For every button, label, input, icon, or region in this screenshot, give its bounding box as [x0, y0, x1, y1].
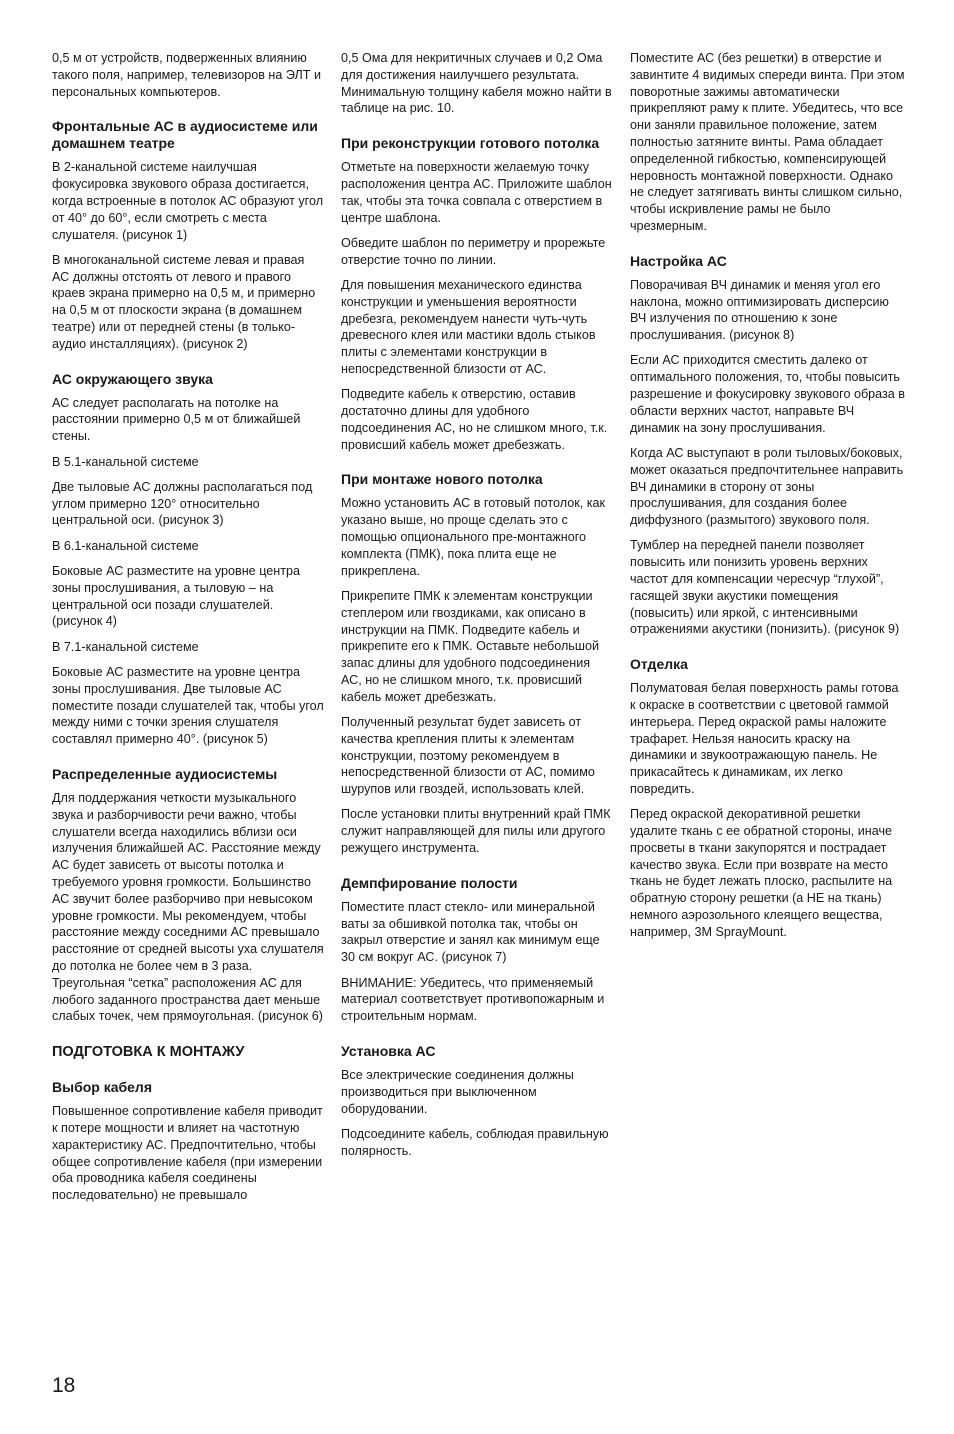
paragraph: Когда АС выступают в роли тыловых/боковых, может оказаться предпочтительнее направить ВЧ динамики в сторону от зоны прослушивания, для создания более диффузного (размытого) звукового поля.	[630, 445, 904, 528]
chapter-heading-preparation: ПОДГОТОВКА К МОНТАЖУ	[52, 1044, 245, 1061]
paragraph: Боковые АС разместите на уровне центра зоны прослушивания. Две тыловые АС поместите позади слушателей так, чтобы угол между ними с точки зрения слушателя составлял примерно 40°. (рисунок 5)	[52, 665, 324, 747]
paragraph: Можно установить АС в готовый потолок, как указано выше, но проще сделать это с помощью опционального пре-монтажного комплекта (ПМК), пока плита еще не прикреплена.	[341, 496, 606, 578]
paragraph: АС следует располагать на потолке на расстоянии примерно 0,5 м от ближайшей стены.	[52, 395, 301, 444]
section-heading-install: Установка АС	[341, 1042, 436, 1059]
paragraph: 0,5 м от устройств, подверженных влиянию такого поля, например, телевизоров на ЭЛТ и персональных компьютеров.	[52, 51, 322, 99]
paragraph: Перед окраской декоративной решетки удалите ткань с ее обратной стороны, иначе просветы в ткани закупорятся и пострадает качество звука. Если при возврате на место ткань не будет лежать плоско, распылите на обратную сторону решетки (а НЕ на ткань) немного аэрозольного клеящего вещества, например, 3M SprayMount.	[630, 807, 893, 939]
paragraph: ВНИМАНИЕ: Убедитесь, что применяемый материал соответствует противопожарным и строительным нормам.	[341, 975, 605, 1024]
section-heading-distributed: Распределенные аудиосистемы	[52, 766, 278, 782]
paragraph: Обведите шаблон по периметру и прорежьте отверстие точно по линии.	[341, 235, 606, 267]
section-heading-reconstruction: При реконструкции готового потолка	[341, 135, 600, 152]
section-heading-new-ceiling: При монтаже нового потолка	[341, 471, 543, 488]
paragraph: Боковые АС разместите на уровне центра зоны прослушивания, а тыловую – на центральной оси позади слушателей. (рисунок 4)	[52, 564, 300, 629]
section-heading-tuning: Настройка АС	[630, 252, 727, 269]
paragraph: Поворачивая ВЧ динамик и меняя угол его наклона, можно оптимизировать дисперсию ВЧ излучения по отношению к зоне прослушивания. (рисунок 8)	[630, 277, 889, 343]
page-number: 18	[52, 1374, 76, 1397]
column-right	[630, 50, 905, 949]
paragraph: Две тыловые АС должны располагаться под углом примерно 120° относительно центральной оси. (рисунок 3)	[52, 479, 313, 528]
paragraph: После установки плиты внутренний край ПМК служит направляющей для пилы или другого режущего инструмента.	[341, 807, 611, 856]
paragraph: Полученный результат будет зависеть от качества крепления плиты к элементам конструкции, поэтому рекомендуем в непосредственной близости от АС, помимо шурупов или гвоздей, использовать клей.	[341, 715, 595, 797]
paragraph: Отметьте на поверхности желаемую точку расположения центра АС. Приложите шаблон так, чтобы эта точка совпала с отверстием в центре шаблона.	[341, 160, 612, 225]
paragraph: В 7.1-канальной системе	[52, 639, 199, 654]
section-heading-cable: Выбор кабеля	[52, 1079, 152, 1096]
paragraph: Для поддержания четкости музыкального звука и разборчивости речи важно, чтобы слушатели всегда находились вблизи оси излучения ближайшей АС. Расстояние между АС будет зависеть от высоты потолка и требуемого уровня громкости. Большинство АС звучит более разборчиво при невысоком уровне громкости. Мы рекомендуем, чтобы расстояние между соседними АС превышало расстояние от средней высоты уха слушателя до потолка не более чем в 3 раза. Треугольная “сетка” расположения АС для любого заданного пространства дает меньше слабых точек, чем прямоугольная. (рисунок 6)	[52, 791, 324, 1024]
paragraph: Подсоедините кабель, соблюдая правильную полярность.	[341, 1126, 609, 1158]
section-heading-surround: АС окружающего звука	[52, 370, 213, 387]
paragraph: Поместите АС (без решетки) в отверстие и завинтите 4 видимых спереди винта. При этом поворотные зажимы автоматически прикрепляют раму к плите. Убедитесь, что все они заняли правильное положение, затем полностью затяните винты. Рама обладает определенной гибкостью, компенсирующей неровность монтажной поверхности. Однако не следует затягивать винты слишком сильно, чтобы искривление рамы не было чрезмерным.	[630, 51, 905, 233]
paragraph: Поместите пласт стекло- или минеральной ваты за обшивкой потолка так, чтобы он закрыл отверстие и занял как минимум еще 30 см вокруг АС. (рисунок 7)	[341, 899, 600, 965]
paragraph: Прикрепите ПМК к элементам конструкции степлером или гвоздиками, как описано в инструкции на ПМК. Подведите кабель и прикрепите его к ПМК. Оставьте небольшой запас длины для удобного подсоединения АС, но не слишком много, т.к. провисший кабель может дребезжать.	[341, 588, 599, 704]
paragraph: 0,5 Ома для некритичных случаев и 0,2 Ома для достижения наилучшего результата. Минимальную толщину кабеля можно найти в таблице на рис. 10.	[341, 51, 612, 116]
column-middle	[341, 50, 613, 1168]
paragraph: Подведите кабель к отверстию, оставив достаточно длины для удобного подсоединения АС, но не слишком много, т.к. провисший кабель может дребезжать.	[341, 387, 608, 452]
column-left	[52, 50, 324, 1212]
paragraph: В 5.1-канальной системе	[52, 454, 199, 469]
section-heading-finish: Отделка	[630, 656, 688, 673]
paragraph: Все электрические соединения должны производиться при выключенном оборудовании.	[341, 1067, 574, 1116]
paragraph: Тумблер на передней панели позволяет повысить или понизить уровень верхних частот для компенсации чересчур “глухой”, гасящей звуки акустики помещения (повысить) или яркой, с интенсивными отражениями акустики (понизить). (рисунок 9)	[630, 538, 900, 637]
paragraph: В многоканальной системе левая и правая АС должны отстоять от левого и правого краев экрана примерно на 0,5 м, и примерно на 0,5 м от плоскости экрана (в домашнем театре) или от передней стены (в только-аудио инсталляциях). (рисунок 2)	[52, 252, 316, 351]
paragraph: Полуматовая белая поверхность рамы готова к окраске в соответствии с цветовой гаммой интерьера. Перед окраской рамы наложите трафарет. Нельзя наносить краску на динамики и звукоотражающую панель. Не прикасайтесь к динамикам, их легко повредить.	[630, 681, 899, 796]
section-heading-damping: Демпфирование полости	[341, 874, 518, 891]
paragraph: Для повышения механического единства конструкции и уменьшения вероятности дребезга, рекомендуем нанести чуть-чуть древесного клея или мастики вдоль стыков плиты с элементами конструкции в непосредственной близости от АС.	[341, 277, 596, 376]
paragraph: Если АС приходится сместить далеко от оптимального положения, то, чтобы повысить разрешение и фокусировку звукового образа в области верхних частот, направьте ВЧ динамик на зону прослушивания.	[630, 353, 905, 435]
paragraph: Повышенное сопротивление кабеля приводит к потере мощности и влияет на частотную характеристику АС. Предпочтительно, чтобы общее сопротивление кабеля (при измерении оба проводника кабеля соединены последовательно) не превышало	[52, 1104, 323, 1203]
section-heading-front: Фронтальные АС в аудиосистеме или домашнем театре	[52, 118, 318, 152]
paragraph: В 2-канальной системе наилучшая фокусировка звукового образа достигается, когда встроенные в потолок АС образуют угол от 40° до 60°, если смотреть с места слушателя. (рисунок 1)	[52, 160, 324, 242]
paragraph: В 6.1-канальной системе	[52, 538, 199, 553]
